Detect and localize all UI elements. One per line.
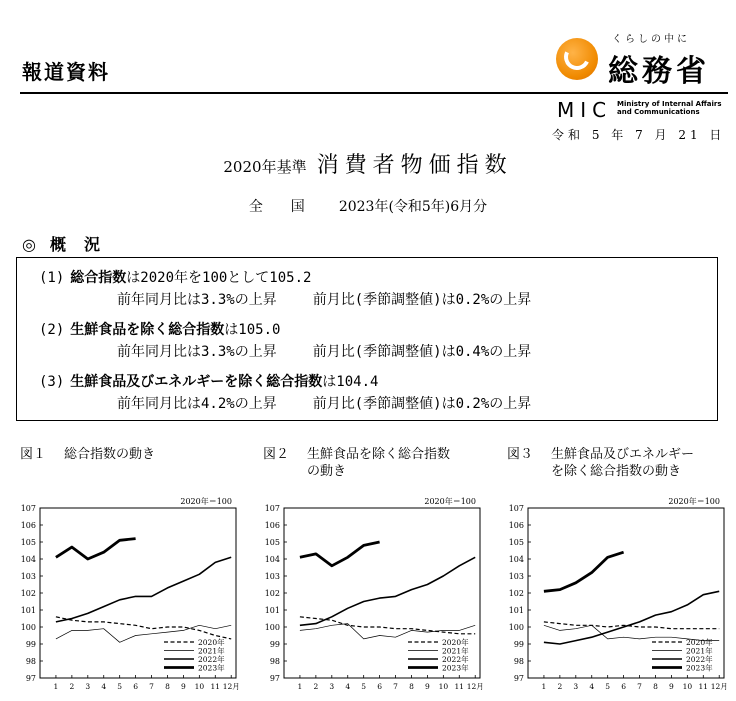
x-tick-label: 10 (194, 682, 205, 691)
y-tick-label: 105 (508, 538, 524, 547)
subtitle-region: 全国 (248, 199, 333, 215)
summary-item-3 (39, 371, 378, 391)
series-line-2020年 (544, 622, 719, 629)
ministry-logo (556, 30, 728, 89)
subtitle-period: 2023年(令和5年)6月分 (338, 199, 488, 215)
x-tick-label: 6 (133, 682, 139, 691)
legend-label: 2020年 (442, 638, 469, 647)
x-tick-label: 2 (557, 682, 563, 691)
summary-item-name: 生鮮食品を除く総合指数 (70, 322, 225, 338)
x-tick-label: 8 (165, 682, 170, 691)
x-tick-label: 6 (377, 682, 383, 691)
x-tick-label: 12月 (222, 682, 240, 691)
figure-title: 総合指数の動き (64, 447, 156, 462)
mic-english-name: Ministry of Internal Affairs and Communications (617, 100, 722, 116)
legend-label: 2021年 (686, 646, 713, 656)
chart-base-note: 2020年＝100 (180, 497, 232, 506)
y-tick-label: 104 (508, 555, 524, 564)
y-tick-label: 104 (20, 555, 36, 564)
summary-item-number: (1) (39, 270, 65, 286)
title-basis: 2020年基準 (223, 158, 307, 176)
y-tick-label: 107 (20, 504, 36, 513)
y-tick-label: 101 (508, 606, 524, 615)
x-tick-label: 12月 (466, 682, 484, 691)
x-tick-label: 5 (361, 682, 367, 691)
document-type: 報道資料 (22, 60, 110, 84)
figure-2-caption (263, 446, 450, 480)
y-tick-label: 105 (20, 538, 36, 547)
legend-label: 2023年 (198, 663, 225, 673)
series-line-2020年 (56, 617, 231, 639)
legend-label: 2022年 (442, 655, 469, 664)
legend-label: 2021年 (198, 646, 225, 656)
y-tick-label: 106 (508, 521, 524, 530)
x-tick-label: 3 (329, 682, 335, 691)
overview-heading (22, 232, 118, 255)
y-tick-label: 97 (269, 674, 280, 683)
summary-item-1-changes (117, 289, 531, 309)
x-tick-label: 6 (621, 682, 627, 691)
mic-mark (557, 98, 729, 120)
series-line-2021年 (300, 624, 475, 639)
mom-change: 前月比(季節調整値)は0.2%の上昇 (312, 292, 532, 308)
x-tick-label: 9 (425, 682, 430, 691)
y-tick-label: 103 (20, 572, 36, 581)
x-tick-label: 1 (541, 682, 547, 691)
chart-figure-3 (498, 496, 732, 696)
header-rule (20, 92, 728, 94)
legend-label: 2021年 (442, 646, 469, 656)
chart-figure-2 (254, 496, 488, 696)
x-tick-label: 11 (210, 682, 221, 691)
figure-title-cont: を除く総合指数の動き (551, 464, 682, 479)
logo-name: 総務省 (608, 54, 710, 89)
legend-label: 2023年 (686, 663, 713, 673)
overview-title: 概況 (49, 235, 118, 254)
summary-item-value: は104.4 (322, 374, 379, 390)
y-tick-label: 100 (20, 623, 36, 632)
summary-item-3-changes (117, 393, 531, 413)
x-tick-label: 5 (117, 682, 123, 691)
x-tick-label: 9 (181, 682, 186, 691)
x-tick-label: 9 (669, 682, 674, 691)
page-title (0, 148, 736, 179)
x-tick-label: 10 (682, 682, 693, 691)
page-subtitle (0, 196, 736, 216)
yoy-change: 前年同月比は3.3%の上昇 (117, 344, 277, 360)
y-tick-label: 103 (264, 572, 280, 581)
y-tick-label: 98 (25, 657, 36, 666)
y-tick-label: 101 (264, 606, 280, 615)
summary-item-2-changes (117, 341, 531, 361)
summary-item-name: 生鮮食品及びエネルギーを除く総合指数 (70, 374, 323, 390)
x-tick-label: 12月 (710, 682, 728, 691)
x-tick-label: 7 (149, 682, 154, 691)
logo-tagline: くらしの中に (612, 34, 690, 45)
legend-label: 2020年 (686, 638, 713, 647)
figure-number: 図３ (507, 447, 534, 462)
y-tick-label: 104 (264, 555, 280, 564)
y-tick-label: 105 (264, 538, 280, 547)
title-main: 消費者物価指数 (316, 153, 513, 178)
figure-3-caption (507, 446, 694, 480)
x-tick-label: 4 (589, 682, 595, 691)
summary-item-name: 総合指数 (70, 270, 127, 286)
figure-number: 図２ (263, 447, 290, 462)
y-tick-label: 102 (20, 589, 36, 598)
x-tick-label: 4 (345, 682, 351, 691)
release-date: 令和 5 年 7 月 21 日 (552, 128, 726, 142)
yoy-change: 前年同月比は3.3%の上昇 (117, 292, 277, 308)
y-tick-label: 102 (264, 589, 280, 598)
y-tick-label: 103 (508, 572, 524, 581)
x-tick-label: 8 (409, 682, 414, 691)
figure-title: 生鮮食品及びエネルギー (551, 447, 695, 462)
chart-base-note: 2020年＝100 (668, 497, 720, 506)
summary-item-2 (39, 319, 280, 339)
y-tick-label: 98 (269, 657, 280, 666)
figure-number: 図１ (20, 447, 47, 462)
y-tick-label: 102 (508, 589, 524, 598)
y-tick-label: 98 (513, 657, 524, 666)
figure-title-cont: の動き (307, 464, 347, 479)
series-line-2022年 (300, 557, 475, 625)
x-tick-label: 1 (53, 682, 59, 691)
y-tick-label: 99 (25, 640, 36, 649)
series-line-2022年 (56, 557, 231, 622)
series-line-2023年 (300, 542, 380, 566)
y-tick-label: 100 (264, 623, 280, 632)
y-tick-label: 97 (25, 674, 36, 683)
mic-code: MIC (557, 98, 613, 122)
y-tick-label: 100 (508, 623, 524, 632)
chart-base-note: 2020年＝100 (424, 497, 476, 506)
y-tick-label: 107 (508, 504, 524, 513)
summary-item-value: は2020年を100として105.2 (126, 270, 312, 286)
series-line-2023年 (56, 539, 136, 559)
x-tick-label: 5 (605, 682, 611, 691)
x-tick-label: 2 (313, 682, 319, 691)
double-circle-icon: ◎ (22, 235, 36, 254)
summary-box (16, 257, 718, 421)
summary-item-number: (3) (39, 374, 65, 390)
y-tick-label: 106 (20, 521, 36, 530)
x-tick-label: 7 (393, 682, 398, 691)
legend-label: 2022年 (198, 655, 225, 664)
x-tick-label: 7 (637, 682, 642, 691)
y-tick-label: 107 (264, 504, 280, 513)
y-tick-label: 99 (513, 640, 524, 649)
x-tick-label: 10 (438, 682, 449, 691)
y-tick-label: 106 (264, 521, 280, 530)
chart-figure-1 (10, 496, 244, 696)
mom-change: 前月比(季節調整値)は0.2%の上昇 (312, 396, 532, 412)
y-tick-label: 97 (513, 674, 524, 683)
x-tick-label: 3 (573, 682, 579, 691)
summary-item-1 (39, 267, 311, 287)
figure-title: 生鮮食品を除く総合指数 (307, 447, 451, 462)
series-line-2022年 (544, 591, 719, 644)
x-tick-label: 1 (297, 682, 303, 691)
x-tick-label: 3 (85, 682, 91, 691)
mom-change: 前月比(季節調整値)は0.4%の上昇 (312, 344, 532, 360)
x-tick-label: 8 (653, 682, 658, 691)
legend-label: 2023年 (442, 663, 469, 673)
legend-label: 2022年 (686, 655, 713, 664)
legend-label: 2020年 (198, 638, 225, 647)
x-tick-label: 11 (454, 682, 465, 691)
y-tick-label: 101 (20, 606, 36, 615)
figure-1-caption (20, 446, 155, 463)
yoy-change: 前年同月比は4.2%の上昇 (117, 396, 277, 412)
summary-item-number: (2) (39, 322, 65, 338)
summary-item-value: は105.0 (224, 322, 281, 338)
series-line-2023年 (544, 552, 624, 591)
x-tick-label: 4 (101, 682, 107, 691)
x-tick-label: 2 (69, 682, 75, 691)
y-tick-label: 99 (269, 640, 280, 649)
x-tick-label: 11 (698, 682, 709, 691)
